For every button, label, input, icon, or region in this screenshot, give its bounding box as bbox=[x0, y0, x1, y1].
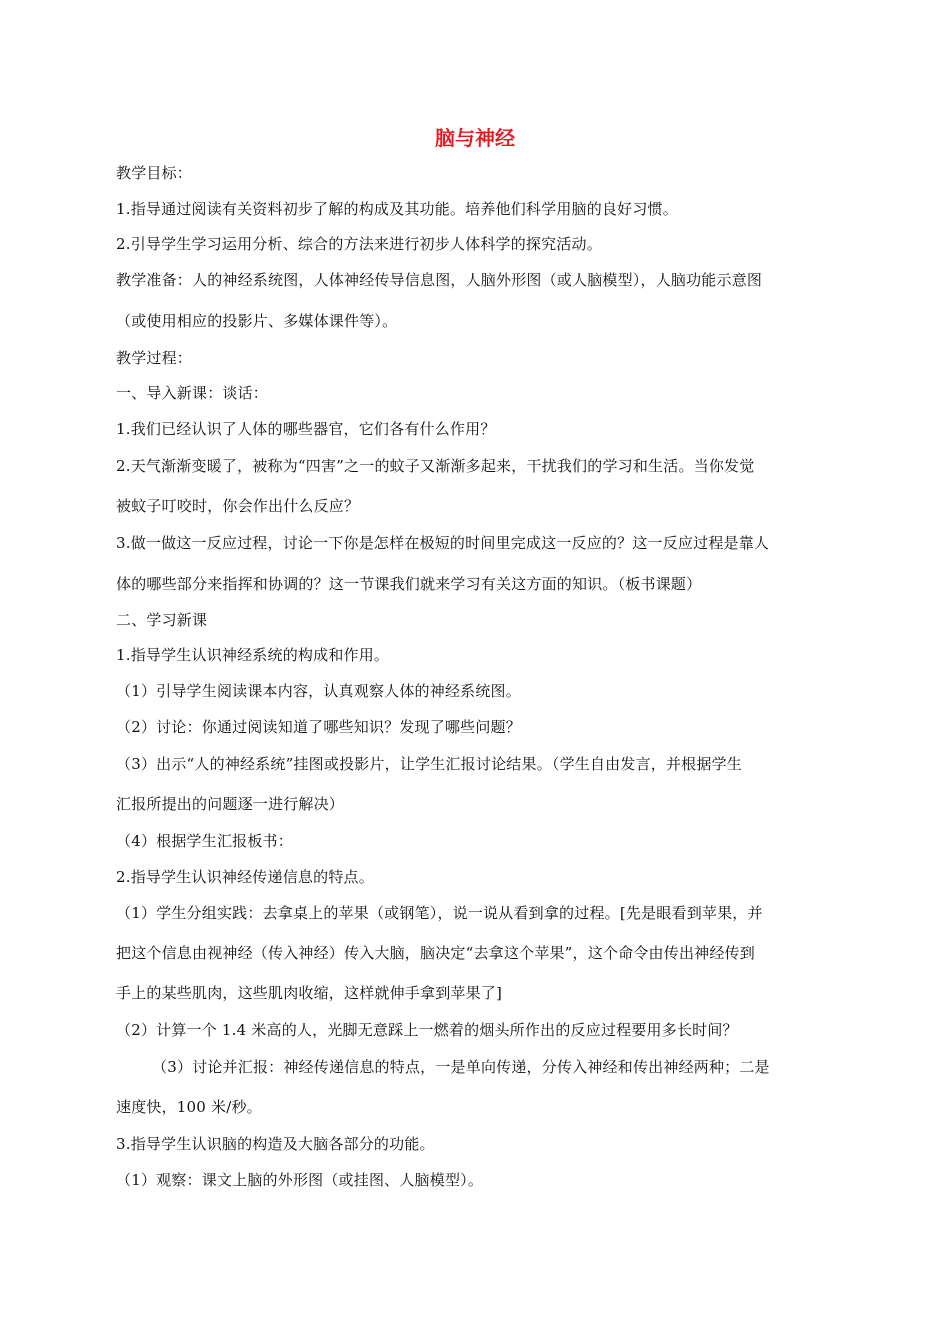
text-line: （3）讨论并汇报：神经传递信息的特点，一是单向传递，分传入神经和传出神经两种；二是 bbox=[152, 1058, 770, 1076]
text-line: （1）学生分组实践：去拿桌上的苹果（或钢笔），说一说从看到拿的过程。[先是眼看到苹果，并 bbox=[116, 904, 763, 922]
text-line: 汇报所提出的问题逐一进行解决） bbox=[116, 795, 345, 813]
text-line: 2.天气渐渐变暖了，被称为“四害”之一的蚊子又渐渐多起来，干扰我们的学习和生活。当你发觉 bbox=[116, 457, 755, 475]
text-line: 被蚊子叮咬时，你会作出什么反应？ bbox=[116, 497, 360, 515]
text-line: （1）观察：课文上脑的外形图（或挂图、人脑模型）。 bbox=[116, 1171, 484, 1189]
text-line: 1.指导学生认识神经系统的构成和作用。 bbox=[116, 646, 390, 664]
text-line: 速度快，100 米/秒。 bbox=[116, 1098, 262, 1116]
text-line: （2）讨论：你通过阅读知道了哪些知识？发现了哪些问题？ bbox=[116, 718, 521, 736]
text-line: 1.我们已经认识了人体的哪些器官，它们各有什么作用？ bbox=[116, 420, 496, 438]
text-line: （或使用相应的投影片、多媒体课件等）。 bbox=[116, 312, 398, 330]
text-line: （3）出示“人的神经系统”挂图或投影片，让学生汇报讨论结果。（学生自由发言，并根据学生 bbox=[116, 755, 742, 773]
text-line: 体的哪些部分来指挥和协调的？这一节课我们就来学习有关这方面的知识。（板书课题） bbox=[116, 575, 702, 593]
text-line: 3.做一做这一反应过程，讨论一下你是怎样在极短的时间里完成这一反应的？这一反应过程是靠人 bbox=[116, 534, 770, 552]
text-line: 教学准备：人的神经系统图，人体神经传导信息图，人脑外形图（或人脑模型），人脑功能示意图 bbox=[116, 271, 763, 289]
text-line: 二、学习新课 bbox=[116, 611, 208, 629]
text-line: （1）引导学生阅读课本内容，认真观察人体的神经系统图。 bbox=[116, 682, 521, 700]
text-line: 2.指导学生认识神经传递信息的特点。 bbox=[116, 868, 374, 886]
text-line: 教学目标： bbox=[116, 164, 193, 182]
text-line: 把这个信息由视神经（传入神经）传入大脑，脑决定“去拿这个苹果”，这个命令由传出神经传到 bbox=[116, 944, 755, 962]
text-line: （4）根据学生汇报板书： bbox=[116, 832, 293, 850]
document-title: 脑与神经 bbox=[435, 126, 515, 150]
text-line: 1.指导通过阅读有关资料初步了解的构成及其功能。培养他们科学用脑的良好习惯。 bbox=[116, 200, 678, 218]
text-line: 2.引导学生学习运用分析、综合的方法来进行初步人体科学的探究活动。 bbox=[116, 235, 602, 253]
text-line: 一、导入新课：谈话： bbox=[116, 384, 269, 402]
text-line: 手上的某些肌肉，这些肌肉收缩，这样就伸手拿到苹果了] bbox=[116, 984, 503, 1002]
text-line: （2）计算一个 1.4 米高的人，光脚无意踩上一燃着的烟头所作出的反应过程要用多长时间？ bbox=[116, 1021, 738, 1039]
text-line: 3.指导学生认识脑的构造及大脑各部分的功能。 bbox=[116, 1135, 435, 1153]
text-line: 教学过程： bbox=[116, 349, 193, 367]
